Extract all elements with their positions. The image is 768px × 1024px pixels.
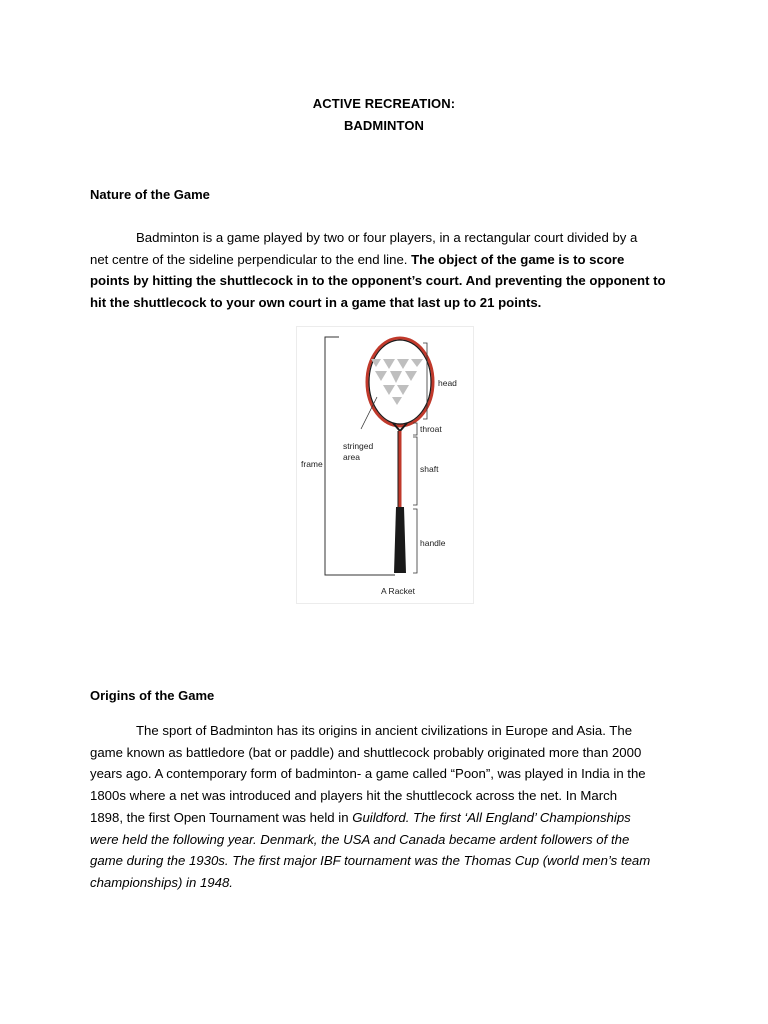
paragraph-line xyxy=(90,270,690,292)
label-stringed-area: area xyxy=(343,452,361,462)
text-run: 1898, the first Open Tournament was held in xyxy=(90,809,353,825)
racket-diagram-svg xyxy=(297,327,473,603)
paragraph-nature xyxy=(90,227,690,314)
throat-bracket xyxy=(413,423,417,435)
text-run: Badminton is a game played by two or four players, in a rectangular court divided by a xyxy=(136,230,638,245)
italic-text-run: game during the 1930s. The first major IBF tournament was the Thomas Cup (world men’s team xyxy=(90,853,651,869)
section-heading-origins: Origins of the Game xyxy=(90,688,215,703)
bold-text-run: hit the shuttlecock to your own court in a game that last up to 21 points. xyxy=(90,295,542,311)
paragraph-origins xyxy=(90,720,690,894)
paragraph-line xyxy=(90,742,690,764)
label-frame: frame xyxy=(301,459,323,469)
text-run: The sport of Badminton has its origins in ancient civilizations in Europe and Asia. The xyxy=(136,723,633,738)
bold-text-run: points by hitting the shuttlecock in to the opponent’s court. And preventing the opponent to xyxy=(90,273,666,289)
paragraph-line xyxy=(90,850,690,872)
paragraph-line xyxy=(90,720,690,742)
label-throat: throat xyxy=(420,424,442,434)
label-stringed: stringed xyxy=(343,441,374,451)
racket-handle xyxy=(394,507,406,573)
paragraph-line xyxy=(90,763,690,785)
label-shaft: shaft xyxy=(420,464,439,474)
text-run: game known as battledore (bat or paddle) and shuttlecock probably originated more than 2000 xyxy=(90,744,642,760)
racket-diagram xyxy=(296,326,474,604)
label-handle: handle xyxy=(420,538,446,548)
paragraph-line xyxy=(90,872,690,894)
paragraph-line xyxy=(90,785,690,807)
paragraph-line xyxy=(90,249,690,271)
figure-caption: A Racket xyxy=(381,586,416,596)
document-title-line-1: ACTIVE RECREATION: xyxy=(312,96,456,111)
italic-text-run: championships) in 1948. xyxy=(90,874,233,890)
paragraph-line xyxy=(90,227,690,249)
text-run: years ago. A contemporary form of badminton- a game called “Poon”, was played in India in the xyxy=(90,766,646,782)
paragraph-line xyxy=(90,829,690,851)
italic-text-run: were held the following year. Denmark, the USA and Canada became ardent followers of the xyxy=(90,831,630,847)
document-title-line-2: BADMINTON xyxy=(343,118,425,133)
text-run: 1800s where a net was introduced and players hit the shuttlecock across the net. In March xyxy=(90,788,618,804)
paragraph-line xyxy=(90,292,690,314)
text-run: net centre of the sideline perpendicular to the end line. xyxy=(90,251,412,267)
shaft-bracket xyxy=(413,437,417,505)
paragraph-line xyxy=(90,807,690,829)
section-heading-nature: Nature of the Game xyxy=(90,187,210,202)
bold-text-run: The object of the game is to score xyxy=(411,251,625,267)
racket-head-frame xyxy=(367,338,433,426)
handle-bracket xyxy=(413,509,417,573)
label-head: head xyxy=(438,378,457,388)
italic-text-run: Guildford. The first ‘All England’ Championships xyxy=(352,809,631,825)
